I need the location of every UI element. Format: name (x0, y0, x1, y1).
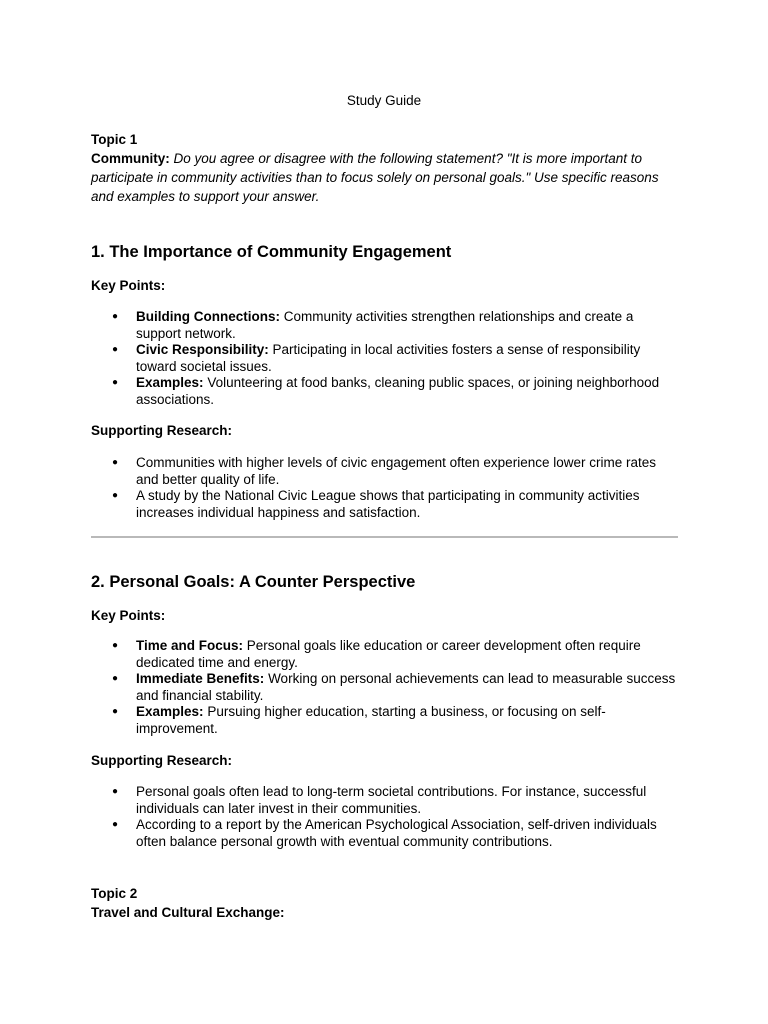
bullet-text: Volunteering at food banks, cleaning public spaces, or joining neighborhood associations. (136, 375, 660, 407)
topic-1-label: Topic 1 (91, 132, 138, 147)
bullet-lead: Time and Focus: (136, 638, 244, 653)
topic-2-block (91, 884, 681, 922)
section-2-heading: 2. Personal Goals: A Counter Perspective (91, 573, 416, 591)
list-item: ● According to a report by the American Psychological Association, self-driven individuals often balance personal growth with eventual community contributions. (112, 817, 677, 850)
bullet-text: Participating in local activities fosters a sense of responsibility toward societal issues. (136, 342, 641, 374)
section-1-research-label: Supporting Research: (91, 423, 233, 438)
section-2-heading-wrap (91, 571, 681, 593)
list-item: ● Communities with higher levels of civic engagement often experience lower crime rates and better quality of life. (112, 455, 677, 488)
list-item (112, 638, 677, 671)
list-item (112, 375, 677, 408)
topic-1-prompt (91, 149, 681, 206)
list-item: ● A study by the National Civic League shows that participating in community activities increases individual happiness and satisfaction. (112, 488, 677, 521)
bullet-lead: Immediate Benefits: (136, 671, 265, 686)
bullet-text: Working on personal achievements can lead to measurable success and financial stability. (136, 671, 676, 703)
topic-2-label: Topic 2 (91, 886, 138, 901)
bullet-text: Community activities strengthen relationships and create a support network. (136, 309, 634, 341)
list-item (112, 342, 677, 375)
page-title: Study Guide (346, 93, 422, 108)
bullet-text: Pursuing higher education, starting a business, or focusing on self-improvement. (136, 704, 606, 736)
section-1-key-points-list (112, 309, 677, 408)
bullet-lead: Examples: (136, 704, 204, 719)
topic-1-block (91, 130, 681, 206)
section-1-research-list (112, 455, 677, 521)
list-item (112, 309, 677, 342)
list-item (112, 704, 677, 737)
bullet-text: Personal goals like education or career development often require dedicated time and energy. (136, 638, 641, 670)
list-item: ● Personal goals often lead to long-term societal contributions. For instance, successful individuals can later invest in their communities. (112, 784, 677, 817)
section-2-key-points-label: Key Points: (91, 608, 166, 623)
topic-1-prompt-text: Do you agree or disagree with the following statement? "It is more important to participate in community activities than to focus solely on personal goals." Use specific reasons and examples to support your answer. (91, 151, 659, 204)
section-2-research-list (112, 784, 677, 850)
section-1-heading: 1. The Importance of Community Engagement (91, 243, 452, 261)
section-1-key-points-label: Key Points: (91, 278, 166, 293)
horizontal-divider (91, 536, 678, 538)
topic-2-title: Travel and Cultural Exchange: (91, 905, 285, 920)
bullet-lead: Examples: (136, 375, 204, 390)
topic-1-prompt-lead: Community: (91, 151, 170, 166)
list-item (112, 671, 677, 704)
section-2-key-points-list (112, 638, 677, 737)
section-1-heading-wrap (91, 241, 681, 263)
section-2-research-label: Supporting Research: (91, 753, 233, 768)
bullet-lead: Building Connections: (136, 309, 280, 324)
bullet-lead: Civic Responsibility: (136, 342, 269, 357)
